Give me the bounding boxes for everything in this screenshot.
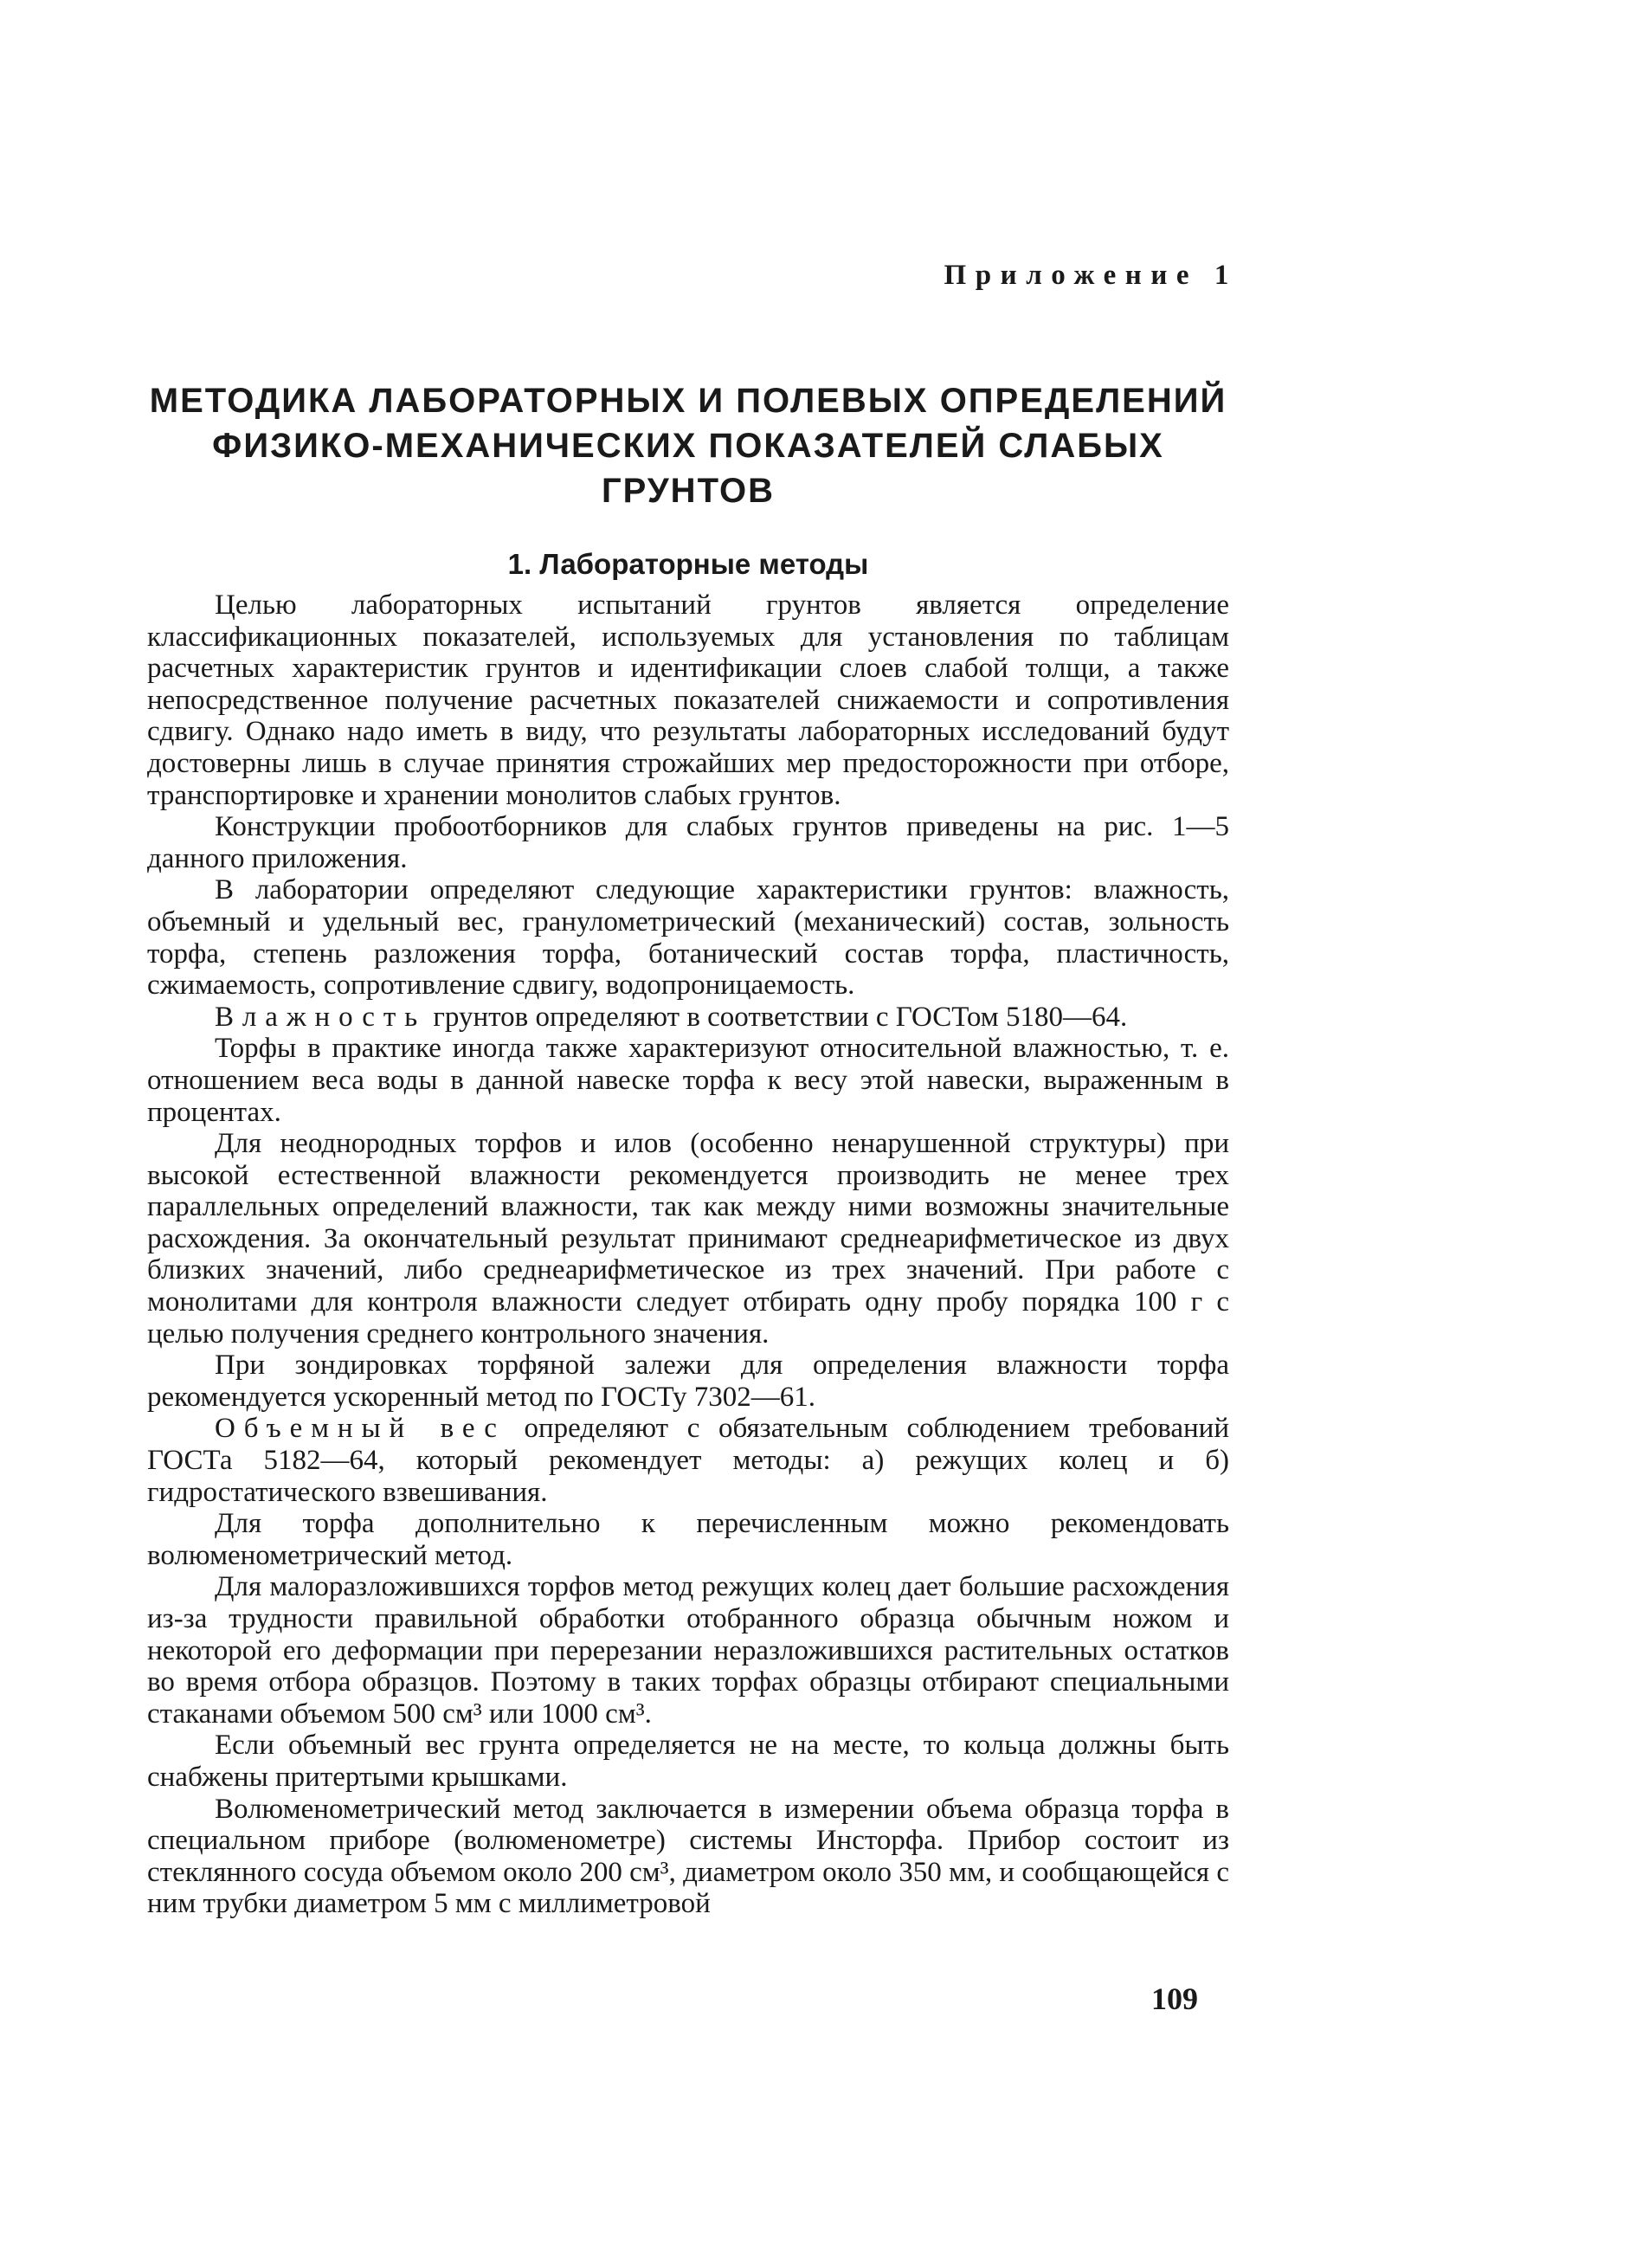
- paragraph-text: грунтов определяют в соответствии с ГОСТом 5180—64.: [426, 1001, 1128, 1033]
- paragraph-volume-weight: [147, 1413, 1229, 1508]
- paragraph: Для торфа дополнительно к перечисленным можно рекомендовать волюменометрический метод.: [147, 1508, 1229, 1571]
- document-title: [147, 378, 1229, 513]
- document-page: [147, 260, 1238, 1920]
- page-number: 109: [1151, 1981, 1198, 2016]
- paragraph: Волюменометрический метод заключается в измерении объема образца торфа в специальном приборе (волюменометре) системы Инсторфа. Прибор состоит из стеклянного сосуда объемом около 200 см³, диаметром около 350 мм, и сообщающейся с ним трубки диаметром 5 мм с миллиметровой: [147, 1793, 1229, 1920]
- term-moisture: Влажность: [215, 1001, 427, 1033]
- paragraph: Для неоднородных торфов и илов (особенно ненарушенной структуры) при высокой естественной влажности рекомендуется производить не менее трех параллельных определений влажности, так как между ними возможны значительные расхождения. За окончательный результат принимают среднеарифметическое из двух близких значений, либо среднеарифметическое из трех значений. При работе с монолитами для контроля влажности следует отбирать одну пробу порядка 100 г с целью получения среднего контрольного значения.: [147, 1128, 1229, 1350]
- paragraph-text: определяют с обязательным соблюдением требований ГОСТа 5182—64, который рекомендует методы: а) режущих колец и б) гидростатического взвешивания.: [147, 1413, 1229, 1508]
- paragraph: Торфы в практике иногда также характеризуют относительной влажностью, т. е. отношением веса воды в данной навеске торфа к весу этой навески, выраженным в процентах.: [147, 1033, 1229, 1128]
- paragraph-moisture: [147, 1002, 1229, 1034]
- paragraph: Конструкции пробоотборников для слабых грунтов приведены на рис. 1—5 данного приложения.: [147, 811, 1229, 874]
- appendix-label: Приложение 1: [944, 260, 1238, 291]
- paragraph: Если объемный вес грунта определяется не на месте, то кольца должны быть снабжены притертыми крышками.: [147, 1730, 1229, 1793]
- section-heading: 1. Лабораторные методы: [507, 548, 869, 580]
- body-text: [147, 590, 1229, 1920]
- paragraph: Целью лабораторных испытаний грунтов является определение классификационных показателей, используемых для установления по таблицам расчетных характеристик грунтов и идентификации слоев слабой толщи, а также непосредственное получение расчетных показателей снижаемости и сопротивления сдвигу. Однако надо иметь в виду, что результаты лабораторных исследований будут достоверны лишь в случае принятия строжайших мер предосторожности при отборе, транспортировке и хранении монолитов слабых грунтов.: [147, 590, 1229, 811]
- title-line-1: МЕТОДИКА ЛАБОРАТОРНЫХ И ПОЛЕВЫХ ОПРЕДЕЛЕНИЙ: [149, 382, 1227, 420]
- title-line-2: ФИЗИКО-МЕХАНИЧЕСКИХ ПОКАЗАТЕЛЕЙ СЛАБЫХ ГРУНТОВ: [212, 427, 1164, 510]
- term-volume-weight: Объемный вес: [215, 1413, 506, 1445]
- paragraph: При зондировках торфяной залежи для определения влажности торфа рекомендуется ускоренный метод по ГОСТу 7302—61.: [147, 1350, 1229, 1413]
- paragraph: Для малоразложившихся торфов метод режущих колец дает большие расхождения из-за трудности правильной обработки отобранного образца обычным ножом и некоторой его деформации при перерезании неразложившихся растительных остатков во время отбора образцов. Поэтому в таких торфах образцы отбирают специальными стаканами объемом 500 см³ или 1000 см³.: [147, 1571, 1229, 1730]
- paragraph: В лаборатории определяют следующие характеристики грунтов: влажность, объемный и удельный вес, гранулометрический (механический) состав, зольность торфа, степень разложения торфа, ботанический состав торфа, пластичность, сжимаемость, сопротивление сдвигу, водопроницаемость.: [147, 874, 1229, 1002]
